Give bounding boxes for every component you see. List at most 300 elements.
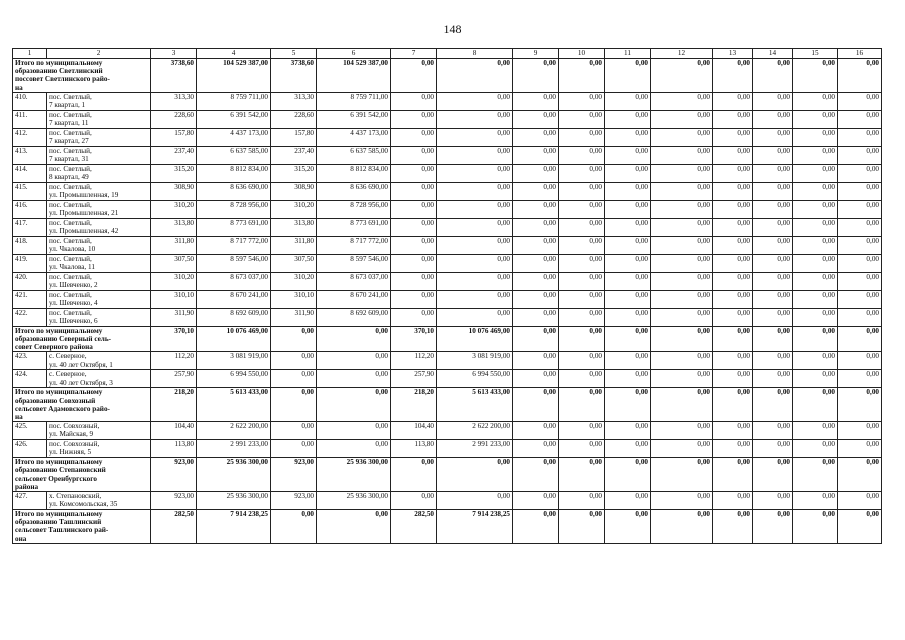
value-cell: 0,00 xyxy=(513,164,559,182)
table-row xyxy=(13,492,882,510)
value-cell: 0,00 xyxy=(437,59,513,93)
address-line: пос. Светлый, xyxy=(49,308,92,317)
row-index: 414. xyxy=(13,164,47,182)
value-cell: 0,00 xyxy=(713,510,753,544)
value-cell: 0,00 xyxy=(838,146,882,164)
row-index: 426. xyxy=(13,440,47,458)
value-cell: 0,00 xyxy=(513,128,559,146)
value-cell: 0,00 xyxy=(513,308,559,326)
value-cell: 0,00 xyxy=(753,59,793,93)
subtotal-label-line: Итого по муниципальному xyxy=(15,388,103,397)
address-line: ул. Нижняя, 5 xyxy=(49,448,92,457)
subtotal-label xyxy=(13,458,151,492)
value-cell: 0,00 xyxy=(651,164,713,182)
address-line: ул. Чкалова, 10 xyxy=(49,245,96,254)
value-cell: 0,00 xyxy=(605,440,651,458)
value-cell: 0,00 xyxy=(838,59,882,93)
value-cell: 0,00 xyxy=(651,422,713,440)
value-cell: 113,80 xyxy=(391,440,437,458)
value-cell: 2 622 200,00 xyxy=(197,422,271,440)
value-cell: 0,00 xyxy=(753,352,793,370)
value-cell: 311,80 xyxy=(271,236,317,254)
value-cell: 0,00 xyxy=(793,370,838,388)
subtotal-label xyxy=(13,388,151,422)
subtotal-label-line: Итого по муниципальному xyxy=(15,510,103,519)
value-cell: 0,00 xyxy=(437,146,513,164)
value-cell: 0,00 xyxy=(513,492,559,510)
value-cell: 0,00 xyxy=(559,290,605,308)
value-cell: 310,20 xyxy=(271,272,317,290)
value-cell: 310,10 xyxy=(151,290,197,308)
table-row xyxy=(13,218,882,236)
value-cell: 0,00 xyxy=(713,110,753,128)
value-cell: 0,00 xyxy=(559,218,605,236)
value-cell: 0,00 xyxy=(437,182,513,200)
address-line: 7 квартал, 1 xyxy=(49,101,86,110)
column-number: 14 xyxy=(753,49,793,59)
value-cell: 0,00 xyxy=(559,352,605,370)
value-cell: 0,00 xyxy=(838,458,882,492)
value-cell: 0,00 xyxy=(437,92,513,110)
page-number: 148 xyxy=(443,22,462,36)
value-cell: 0,00 xyxy=(838,254,882,272)
value-cell: 8 597 546,00 xyxy=(317,254,391,272)
value-cell: 923,00 xyxy=(271,492,317,510)
value-cell: 218,20 xyxy=(151,388,197,422)
address-line: пос. Светлый, xyxy=(49,92,92,101)
value-cell: 0,00 xyxy=(559,146,605,164)
value-cell: 0,00 xyxy=(838,182,882,200)
column-number: 5 xyxy=(271,49,317,59)
value-cell: 0,00 xyxy=(651,510,713,544)
value-cell: 0,00 xyxy=(391,218,437,236)
value-cell: 157,80 xyxy=(271,128,317,146)
value-cell: 0,00 xyxy=(513,290,559,308)
value-cell: 0,00 xyxy=(713,218,753,236)
value-cell: 0,00 xyxy=(713,326,753,352)
value-cell: 0,00 xyxy=(317,510,391,544)
value-cell: 0,00 xyxy=(513,146,559,164)
subtotal-row xyxy=(13,510,882,544)
value-cell: 282,50 xyxy=(151,510,197,544)
address-cell xyxy=(47,200,151,218)
table-row xyxy=(13,236,882,254)
value-cell: 157,80 xyxy=(151,128,197,146)
value-cell: 25 936 300,00 xyxy=(317,458,391,492)
table-row xyxy=(13,110,882,128)
value-cell: 112,20 xyxy=(391,352,437,370)
value-cell: 4 437 173,00 xyxy=(317,128,391,146)
subtotal-label-line: на xyxy=(15,413,23,422)
value-cell: 0,00 xyxy=(559,236,605,254)
value-cell: 0,00 xyxy=(793,388,838,422)
value-cell: 0,00 xyxy=(713,200,753,218)
value-cell: 0,00 xyxy=(793,254,838,272)
value-cell: 6 637 585,00 xyxy=(197,146,271,164)
value-cell: 0,00 xyxy=(838,326,882,352)
value-cell: 0,00 xyxy=(753,200,793,218)
value-cell: 311,80 xyxy=(151,236,197,254)
value-cell: 0,00 xyxy=(513,236,559,254)
subtotal-row xyxy=(13,458,882,492)
value-cell: 0,00 xyxy=(559,422,605,440)
address-line: ул. Чкалова, 11 xyxy=(49,263,95,272)
value-cell: 0,00 xyxy=(838,128,882,146)
value-cell: 8 812 834,00 xyxy=(317,164,391,182)
address-cell xyxy=(47,236,151,254)
address-cell xyxy=(47,146,151,164)
value-cell: 0,00 xyxy=(513,110,559,128)
value-cell: 113,80 xyxy=(151,440,197,458)
value-cell: 0,00 xyxy=(753,272,793,290)
value-cell: 8 692 609,00 xyxy=(197,308,271,326)
value-cell: 0,00 xyxy=(713,59,753,93)
value-cell: 0,00 xyxy=(317,326,391,352)
value-cell: 0,00 xyxy=(793,308,838,326)
value-cell: 0,00 xyxy=(513,182,559,200)
value-cell: 0,00 xyxy=(651,128,713,146)
value-cell: 0,00 xyxy=(713,146,753,164)
address-line: 7 квартал, 31 xyxy=(49,155,89,164)
table-row xyxy=(13,352,882,370)
value-cell: 0,00 xyxy=(513,59,559,93)
value-cell: 5 613 433,00 xyxy=(437,388,513,422)
value-cell: 0,00 xyxy=(437,218,513,236)
value-cell: 307,50 xyxy=(151,254,197,272)
value-cell: 0,00 xyxy=(437,128,513,146)
value-cell: 370,10 xyxy=(151,326,197,352)
subtotal-label-line: образованию Северный сель- xyxy=(15,335,112,344)
value-cell: 0,00 xyxy=(559,92,605,110)
value-cell: 0,00 xyxy=(793,146,838,164)
address-line: ул. 40 лет Октября, 1 xyxy=(49,360,113,369)
row-index: 423. xyxy=(13,352,47,370)
row-index: 415. xyxy=(13,182,47,200)
value-cell: 0,00 xyxy=(605,308,651,326)
row-index: 427. xyxy=(13,492,47,510)
value-cell: 3 081 919,00 xyxy=(197,352,271,370)
table-row xyxy=(13,308,882,326)
value-cell: 0,00 xyxy=(713,308,753,326)
address-cell xyxy=(47,492,151,510)
value-cell: 228,60 xyxy=(151,110,197,128)
value-cell: 0,00 xyxy=(437,492,513,510)
value-cell: 0,00 xyxy=(271,510,317,544)
value-cell: 0,00 xyxy=(753,290,793,308)
value-cell: 0,00 xyxy=(317,388,391,422)
subtotal-row xyxy=(13,59,882,93)
value-cell: 0,00 xyxy=(513,458,559,492)
address-line: пос. Светлый, xyxy=(49,236,92,245)
value-cell: 0,00 xyxy=(559,458,605,492)
value-cell: 0,00 xyxy=(391,290,437,308)
value-cell: 0,00 xyxy=(713,254,753,272)
address-line: ул. Шевченко, 2 xyxy=(49,281,98,290)
value-cell: 8 636 690,00 xyxy=(197,182,271,200)
value-cell: 0,00 xyxy=(317,370,391,388)
address-line: пос. Светлый, xyxy=(49,254,92,263)
value-cell: 0,00 xyxy=(559,128,605,146)
value-cell: 6 391 542,00 xyxy=(317,110,391,128)
value-cell: 0,00 xyxy=(605,422,651,440)
address-line: пос. Светлый, xyxy=(49,164,92,173)
value-cell: 0,00 xyxy=(753,146,793,164)
value-cell: 237,40 xyxy=(151,146,197,164)
value-cell: 0,00 xyxy=(437,272,513,290)
value-cell: 8 773 691,00 xyxy=(197,218,271,236)
value-cell: 0,00 xyxy=(391,110,437,128)
value-cell: 0,00 xyxy=(605,218,651,236)
address-line: 8 квартал, 49 xyxy=(49,173,89,182)
column-number: 6 xyxy=(317,49,391,59)
address-line: с. Северное, xyxy=(49,352,87,361)
value-cell: 0,00 xyxy=(713,272,753,290)
value-cell: 0,00 xyxy=(391,146,437,164)
value-cell: 313,30 xyxy=(151,92,197,110)
value-cell: 0,00 xyxy=(513,352,559,370)
value-cell: 0,00 xyxy=(713,128,753,146)
value-cell: 310,10 xyxy=(271,290,317,308)
value-cell: 25 936 300,00 xyxy=(317,492,391,510)
value-cell: 0,00 xyxy=(838,236,882,254)
value-cell: 0,00 xyxy=(793,92,838,110)
column-number-row xyxy=(13,49,882,59)
subtotal-label-line: сельсовет Оренбургского xyxy=(15,474,97,483)
value-cell: 257,90 xyxy=(151,370,197,388)
value-cell: 0,00 xyxy=(559,388,605,422)
value-cell: 25 936 300,00 xyxy=(197,458,271,492)
value-cell: 0,00 xyxy=(605,236,651,254)
value-cell: 0,00 xyxy=(713,92,753,110)
address-line: ул. Майская, 9 xyxy=(49,430,94,439)
value-cell: 0,00 xyxy=(713,422,753,440)
address-cell xyxy=(47,218,151,236)
value-cell: 0,00 xyxy=(713,458,753,492)
row-index: 419. xyxy=(13,254,47,272)
value-cell: 0,00 xyxy=(513,370,559,388)
value-cell: 311,90 xyxy=(271,308,317,326)
row-index: 425. xyxy=(13,422,47,440)
value-cell: 0,00 xyxy=(559,492,605,510)
value-cell: 6 994 550,00 xyxy=(197,370,271,388)
value-cell: 0,00 xyxy=(753,92,793,110)
value-cell: 7 914 238,25 xyxy=(437,510,513,544)
value-cell: 2 622 200,00 xyxy=(437,422,513,440)
row-index: 424. xyxy=(13,370,47,388)
value-cell: 10 076 469,00 xyxy=(197,326,271,352)
value-cell: 923,00 xyxy=(151,458,197,492)
value-cell: 0,00 xyxy=(753,308,793,326)
subtotal-label-line: на xyxy=(15,83,23,92)
value-cell: 8 728 956,00 xyxy=(317,200,391,218)
subtotal-label-line: образованию Степановский xyxy=(15,466,106,475)
value-cell: 0,00 xyxy=(838,92,882,110)
column-number: 8 xyxy=(437,49,513,59)
row-index: 411. xyxy=(13,110,47,128)
value-cell: 0,00 xyxy=(651,146,713,164)
value-cell: 0,00 xyxy=(271,388,317,422)
value-cell: 0,00 xyxy=(838,510,882,544)
value-cell: 0,00 xyxy=(605,128,651,146)
address-cell xyxy=(47,182,151,200)
value-cell: 0,00 xyxy=(651,308,713,326)
value-cell: 25 936 300,00 xyxy=(197,492,271,510)
value-cell: 0,00 xyxy=(559,164,605,182)
address-line: пос. Светлый, xyxy=(49,146,92,155)
column-number: 4 xyxy=(197,49,271,59)
address-cell xyxy=(47,370,151,388)
address-line: пос. Совхозный, xyxy=(49,422,100,431)
table-row xyxy=(13,422,882,440)
value-cell: 0,00 xyxy=(838,272,882,290)
address-line: пос. Светлый, xyxy=(49,218,92,227)
value-cell: 8 759 711,00 xyxy=(317,92,391,110)
value-cell: 0,00 xyxy=(753,510,793,544)
value-cell: 0,00 xyxy=(793,182,838,200)
address-cell xyxy=(47,110,151,128)
value-cell: 8 717 772,00 xyxy=(317,236,391,254)
value-cell: 8 670 241,00 xyxy=(197,290,271,308)
value-cell: 0,00 xyxy=(513,326,559,352)
column-number: 7 xyxy=(391,49,437,59)
value-cell: 8 692 609,00 xyxy=(317,308,391,326)
address-line: пос. Светлый, xyxy=(49,272,92,281)
value-cell: 8 759 711,00 xyxy=(197,92,271,110)
value-cell: 6 994 550,00 xyxy=(437,370,513,388)
value-cell: 0,00 xyxy=(605,146,651,164)
value-cell: 0,00 xyxy=(391,182,437,200)
address-line: пос. Светлый, xyxy=(49,128,92,137)
value-cell: 0,00 xyxy=(513,200,559,218)
value-cell: 0,00 xyxy=(513,440,559,458)
value-cell: 0,00 xyxy=(793,200,838,218)
address-line: пос. Светлый, xyxy=(49,182,92,191)
value-cell: 0,00 xyxy=(605,352,651,370)
subtotal-label-line: образованию Совхозный xyxy=(15,396,96,405)
value-cell: 0,00 xyxy=(605,254,651,272)
address-line: пос. Светлый, xyxy=(49,200,92,209)
value-cell: 6 391 542,00 xyxy=(197,110,271,128)
value-cell: 257,90 xyxy=(391,370,437,388)
value-cell: 8 670 241,00 xyxy=(317,290,391,308)
address-line: ул. Промышленная, 42 xyxy=(49,227,119,236)
value-cell: 0,00 xyxy=(793,164,838,182)
value-cell: 0,00 xyxy=(651,326,713,352)
value-cell: 0,00 xyxy=(838,110,882,128)
table-row xyxy=(13,128,882,146)
subtotal-label xyxy=(13,326,151,352)
value-cell: 0,00 xyxy=(753,110,793,128)
value-cell: 315,20 xyxy=(271,164,317,182)
value-cell: 0,00 xyxy=(793,236,838,254)
value-cell: 2 991 233,00 xyxy=(437,440,513,458)
value-cell: 0,00 xyxy=(605,110,651,128)
value-cell: 0,00 xyxy=(437,200,513,218)
value-cell: 0,00 xyxy=(513,422,559,440)
value-cell: 0,00 xyxy=(437,458,513,492)
table-body xyxy=(13,59,882,544)
value-cell: 0,00 xyxy=(793,272,838,290)
value-cell: 370,10 xyxy=(391,326,437,352)
value-cell: 4 437 173,00 xyxy=(197,128,271,146)
value-cell: 0,00 xyxy=(713,290,753,308)
value-cell: 10 076 469,00 xyxy=(437,326,513,352)
column-number: 11 xyxy=(605,49,651,59)
subtotal-row xyxy=(13,388,882,422)
value-cell: 0,00 xyxy=(559,254,605,272)
value-cell: 0,00 xyxy=(713,492,753,510)
value-cell: 0,00 xyxy=(559,59,605,93)
value-cell: 0,00 xyxy=(437,254,513,272)
value-cell: 0,00 xyxy=(513,388,559,422)
value-cell: 0,00 xyxy=(559,370,605,388)
register-table xyxy=(12,48,882,544)
value-cell: 0,00 xyxy=(651,440,713,458)
value-cell: 0,00 xyxy=(605,492,651,510)
column-number: 10 xyxy=(559,49,605,59)
subtotal-label-line: образованию Светлинский xyxy=(15,67,103,76)
value-cell: 0,00 xyxy=(317,352,391,370)
row-index: 416. xyxy=(13,200,47,218)
value-cell: 0,00 xyxy=(838,308,882,326)
value-cell: 315,20 xyxy=(151,164,197,182)
value-cell: 0,00 xyxy=(513,218,559,236)
value-cell: 0,00 xyxy=(651,458,713,492)
table-row xyxy=(13,272,882,290)
value-cell: 0,00 xyxy=(605,326,651,352)
value-cell: 0,00 xyxy=(559,110,605,128)
value-cell: 237,40 xyxy=(271,146,317,164)
address-cell xyxy=(47,290,151,308)
address-line: 7 квартал, 11 xyxy=(49,119,89,128)
value-cell: 0,00 xyxy=(651,352,713,370)
subtotal-label-line: Итого по муниципальному xyxy=(15,59,103,67)
value-cell: 0,00 xyxy=(391,128,437,146)
subtotal-label-line: сельсовет Ташлинского рай- xyxy=(15,526,109,535)
value-cell: 112,20 xyxy=(151,352,197,370)
column-number: 16 xyxy=(838,49,882,59)
value-cell: 0,00 xyxy=(651,200,713,218)
value-cell: 0,00 xyxy=(513,272,559,290)
value-cell: 0,00 xyxy=(838,440,882,458)
value-cell: 0,00 xyxy=(793,422,838,440)
value-cell: 0,00 xyxy=(793,492,838,510)
value-cell: 6 637 585,00 xyxy=(317,146,391,164)
value-cell: 0,00 xyxy=(838,388,882,422)
value-cell: 0,00 xyxy=(651,59,713,93)
value-cell: 0,00 xyxy=(793,59,838,93)
value-cell: 307,50 xyxy=(271,254,317,272)
address-line: пос. Совхозный, xyxy=(49,440,100,449)
address-line: пос. Светлый, xyxy=(49,110,92,119)
value-cell: 0,00 xyxy=(437,290,513,308)
value-cell: 0,00 xyxy=(437,164,513,182)
value-cell: 0,00 xyxy=(753,182,793,200)
value-cell: 0,00 xyxy=(391,92,437,110)
subtotal-label xyxy=(13,510,151,544)
value-cell: 0,00 xyxy=(753,388,793,422)
table-row xyxy=(13,440,882,458)
value-cell: 0,00 xyxy=(605,458,651,492)
subtotal-label-line: района xyxy=(15,482,39,491)
row-index: 421. xyxy=(13,290,47,308)
address-cell xyxy=(47,164,151,182)
subtotal-label-line: сельсовет Адамовского райо- xyxy=(15,404,110,413)
value-cell: 0,00 xyxy=(651,290,713,308)
address-line: ул. Комсомольская, 35 xyxy=(49,500,118,509)
value-cell: 0,00 xyxy=(271,370,317,388)
value-cell: 0,00 xyxy=(753,254,793,272)
